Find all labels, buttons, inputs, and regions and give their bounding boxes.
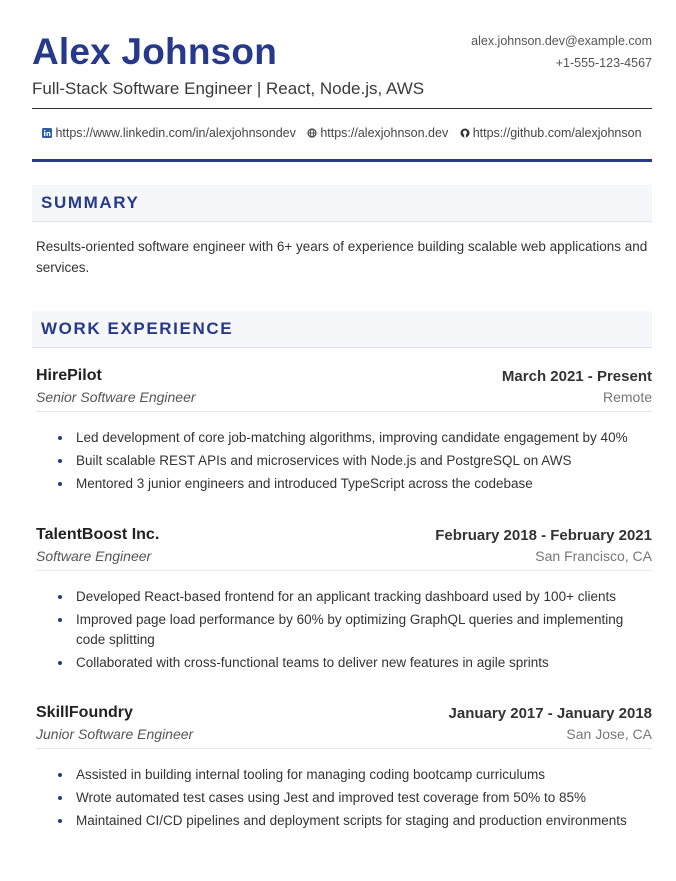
contact-info: [471, 30, 652, 74]
company-name: SkillFoundry: [36, 704, 133, 721]
candidate-headline: Full-Stack Software Engineer | React, Node.js, AWS: [32, 79, 425, 98]
job-bullet: Assisted in building internal tooling for managing coding bootcamp curriculums: [54, 765, 652, 785]
company-name: HirePilot: [36, 367, 102, 384]
job-role: Software Engineer: [36, 548, 152, 564]
experience-heading: [32, 311, 652, 348]
job-location: Remote: [602, 389, 652, 405]
job-entry: [36, 704, 652, 828]
job-bullet: Collaborated with cross-functional teams to deliver new features in agile sprints: [54, 653, 652, 673]
job-role: Senior Software Engineer: [36, 389, 196, 405]
linkedin-icon: [42, 128, 52, 138]
job-bullet: Improved page load performance by 60% by optimizing GraphQL queries and implementing code splitting: [54, 610, 652, 650]
experience-title: WORK EXPERIENCE: [41, 319, 234, 338]
job-bullet: Maintained CI/CD pipelines and deployment scripts for staging and production environments: [54, 811, 652, 831]
linkedin-link[interactable]: [42, 126, 295, 140]
linkedin-link-text: https://www.linkedin.com/in/alexjohnsondev: [55, 126, 296, 140]
job-bullet: Mentored 3 junior engineers and introduced TypeScript across the codebase: [54, 474, 652, 494]
globe-icon: [307, 128, 317, 138]
email-link[interactable]: alex.johnson.dev@example.com: [471, 34, 652, 48]
header-divider: [32, 159, 652, 162]
job-dates: March 2021 - Present: [501, 368, 652, 385]
job-bullets: [54, 428, 652, 497]
job-header: [36, 526, 652, 571]
job-entry: [36, 526, 652, 670]
profile-links: [32, 126, 652, 141]
job-bullets: [54, 587, 652, 676]
website-link[interactable]: [307, 126, 448, 140]
job-bullets: [54, 765, 652, 834]
job-bullet: Built scalable REST APIs and microservices with Node.js and PostgreSQL on AWS: [54, 451, 652, 471]
github-link[interactable]: [460, 126, 642, 140]
job-bullet: Led development of core job-matching algorithms, improving candidate engagement by 40%: [54, 428, 652, 448]
job-header: [36, 704, 652, 749]
summary-title: SUMMARY: [41, 193, 140, 212]
github-icon: [460, 128, 470, 138]
job-role: Junior Software Engineer: [36, 726, 194, 742]
job-dates: February 2018 - February 2021: [435, 527, 652, 544]
job-location: San Jose, CA: [566, 726, 652, 742]
summary-text: Results-oriented software engineer with 6+ years of experience building scalable web applications and services.: [36, 239, 648, 275]
job-entry: [36, 367, 652, 491]
job-bullet: Wrote automated test cases using Jest and improved test coverage from 50% to 85%: [54, 788, 652, 808]
job-header: [36, 367, 652, 412]
phone-number: +1-555-123-4567: [555, 56, 652, 70]
candidate-name: Alex Johnson: [32, 31, 277, 72]
job-location: San Francisco, CA: [535, 548, 652, 564]
website-link-text: https://alexjohnson.dev: [320, 126, 449, 140]
job-dates: January 2017 - January 2018: [448, 705, 652, 722]
summary-heading: [32, 185, 652, 222]
job-bullet: Developed React-based frontend for an applicant tracking dashboard used by 100+ clients: [54, 587, 652, 607]
company-name: TalentBoost Inc.: [36, 526, 160, 543]
github-link-text: https://github.com/alexjohnson: [472, 126, 642, 140]
resume-header: [32, 30, 652, 109]
